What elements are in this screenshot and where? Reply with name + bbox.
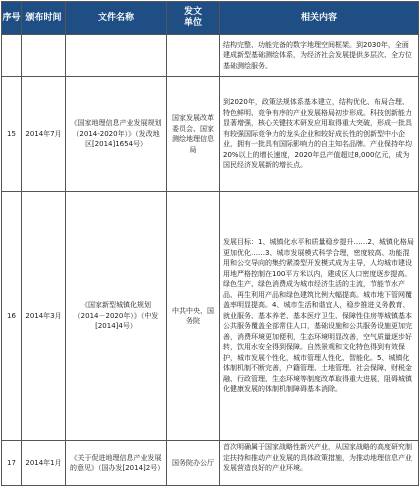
row-content: 结构完整、功能完备的数字地理空间框架。到2030年，全面建成新型基础测绘体系，为经济社会发展提供多层次、全方位基础测绘服务。: [220, 35, 419, 77]
row-document-name: 《国家地理信息产业发展规划（2014-2020年）》（发改地区[2014]1654号）: [66, 77, 167, 192]
header-name: 文件名称: [66, 2, 167, 35]
row-document-name: 《关于促进地理信息产业发展的意见》（国办发[2014]2号）: [66, 441, 167, 486]
row-issuing-unit: 中共中央、国务院: [167, 192, 220, 441]
header-content: 相关内容: [220, 2, 419, 35]
row-content: 首次明确属于国家战略性新兴产业，从国家战略的高度研究制定扶持和推动产业发展的具体政策措施，为推动地理信息产业发展营造良好的产业环境。: [220, 441, 419, 486]
row-date: 2014年1月: [22, 441, 66, 486]
row-date: [22, 35, 66, 77]
table-row: [2, 441, 419, 486]
table-row: [2, 35, 419, 77]
header-date: 颁布时间: [22, 2, 66, 35]
table-row: [2, 77, 419, 192]
header-unit: [167, 2, 220, 35]
row-issuing-unit: [167, 35, 220, 77]
row-number: 15: [2, 77, 22, 192]
row-date: 2014年7月: [22, 77, 66, 192]
row-issuing-unit: 国家发展改革委员会、国家测绘地理信息局: [167, 77, 220, 192]
header-unit-line2: 单位: [183, 18, 202, 28]
policy-table: [1, 1, 419, 486]
row-content: 发展目标：1、城镇化水平和质量稳步提升……2、城镇化格局更加优化……3、城市发展模式科学合理，密度较高、功能混用和公交导向的集约紧凑型开发模式成为主导，人均城市建设用地严格控制在100平方米以内，建成区人口密度逐步提高。绿色生产、绿色消费成为城市经济生活的主流，节能节水产品、再生利用产品和绿色建筑比例大幅提高。城市地下管网覆盖率明显提高。4、城市生活和谐宜人，稳步推进义务教育、就业服务、基本养老、基本医疗卫生、保障性住房等城镇基本公共服务覆盖全部常住人口，基础设施和公共服务设施更加完善，消费环境更加便利，生态环境明显改善，空气质量逐步好转，饮用水安全得到保障。自然景观和文化特色得到有效保护，城市发展个性化，城市管理人性化、智能化。5、城镇化体制机制不断完善，户籍管理、土地管理、社会保障、财税金融、行政管理、生态环境等制度改革取得重大进展，阻碍城镇化健康发展的体制机制障碍基本消除。: [220, 192, 419, 441]
row-document-name: [66, 35, 167, 77]
row-date: 2014年3月: [22, 192, 66, 441]
row-issuing-unit: 国务院办公厅: [167, 441, 220, 486]
row-number: [2, 35, 22, 77]
table-row: [2, 192, 419, 441]
header-unit-line1: 发文: [183, 7, 202, 17]
row-number: 17: [2, 441, 22, 486]
table-header: [2, 2, 419, 35]
row-content: 到2020年，政策法规体系基本建立，结构优化、布局合理、特色鲜明、竞争有序的产业发展格局初步形成。科技创新能力显著增强，核心关键技术研发应用取得重大突破，形成一批具有较强国际竞争力的龙头企业和较好成长性的创新型中小企业，拥有一批具有国际影响力的自主知名品牌。产业保持年均20%以上的增长速度，2020年总产值超过8,000亿元，成为国民经济发展新的增长点。: [220, 77, 419, 192]
row-document-name: 《国家新型城镇化规划（2014－2020年）》（中发[2014]4号）: [66, 192, 167, 441]
row-number: 16: [2, 192, 22, 441]
header-no: 序号: [2, 2, 22, 35]
